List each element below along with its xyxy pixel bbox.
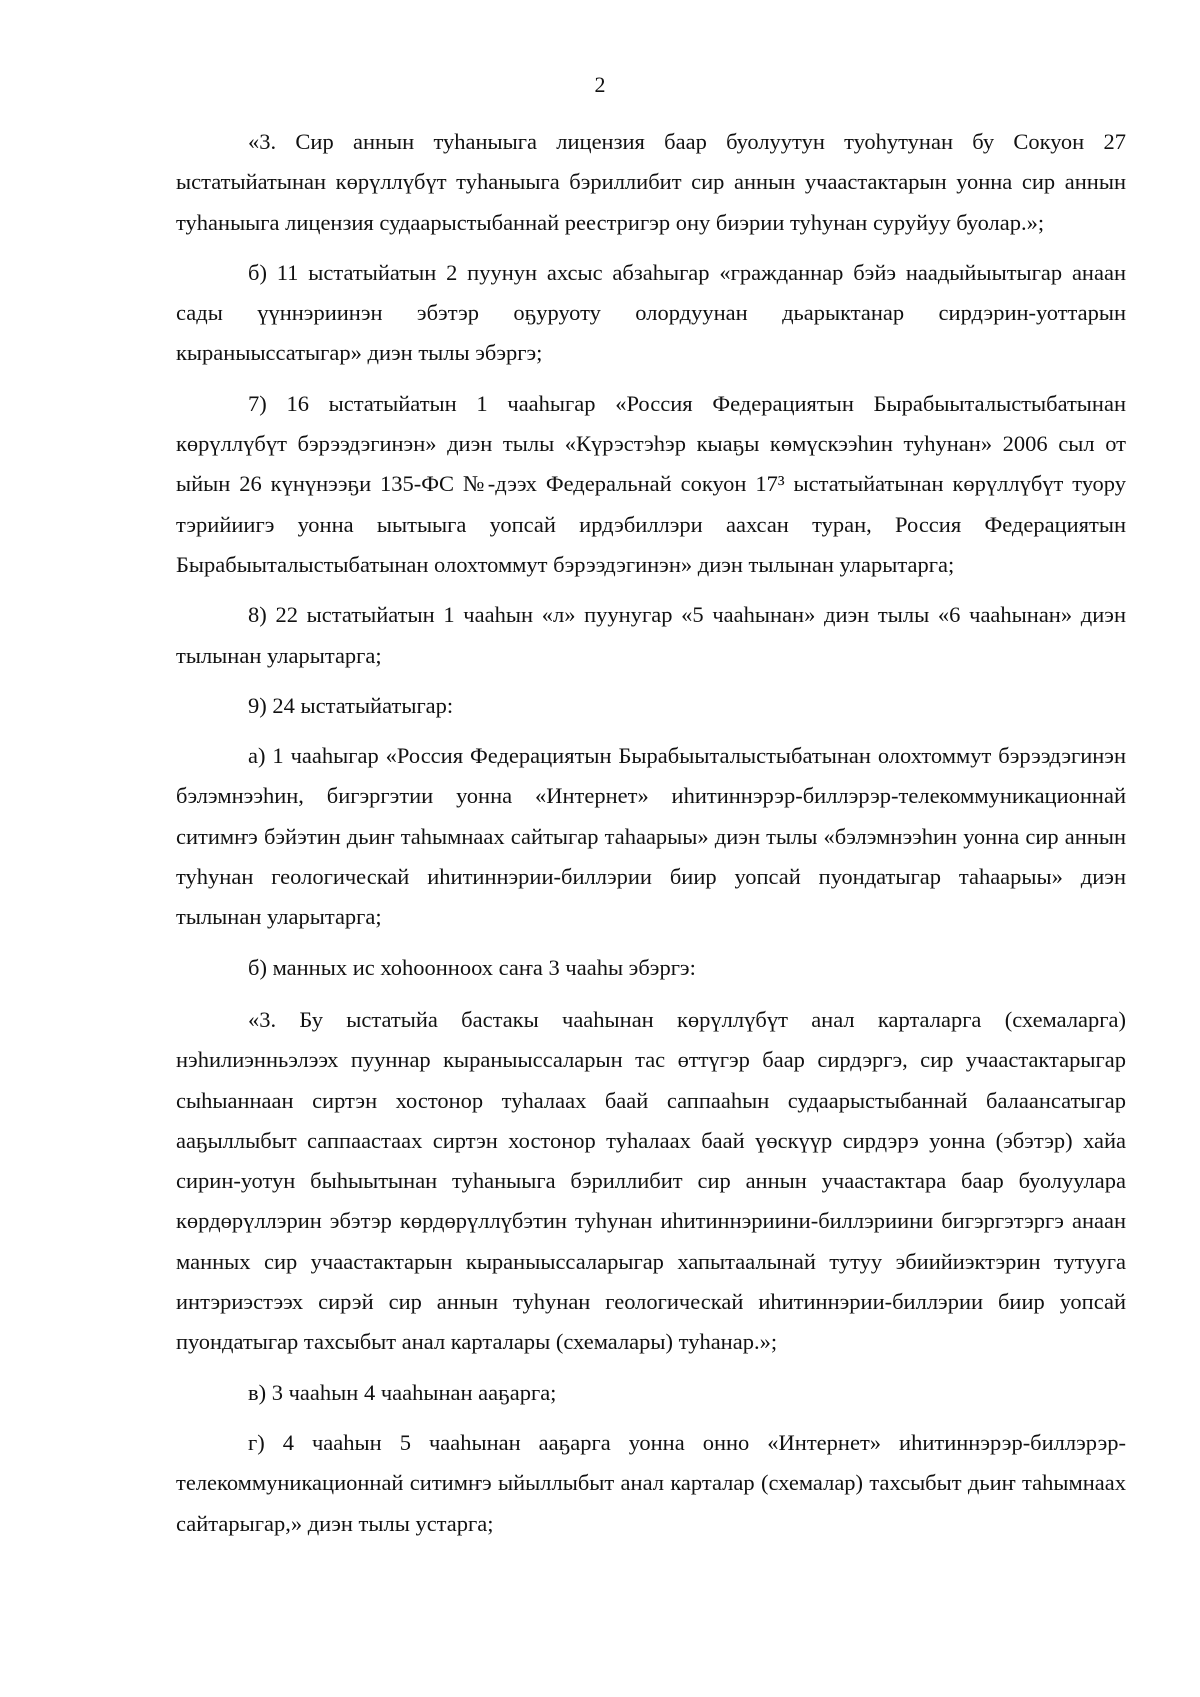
paragraph-subitem-a: а) 1 чааһыгар «Россия Федерациятын Бырабыыталыстыбатынан олохтоммут бэрээдэгинэн бэлэмнээһин, бигэргэтии уонна «Интернет» иһитиннэрэр-биллэрэр-телекоммуникационнай ситимҥэ бэйэтин дьиҥ таһымнаах сайтыгар таһаарыы» диэн тылы «бэлэмнээһин уонна сир аннын туһунан геологическай иһитиннэрии-биллэрии биир уопсай пуондатыгар таһаарыы» диэн тылынан уларытарга; [176, 743, 1126, 930]
paragraph-item-6: б) 11 ыстатыйатын 2 пуунун ахсыс абзаһыгар «гражданнар бэйэ наадыйыытыгар анаан сады үүннэриинэн эбэтэр оҕуруоту олордуунан дьарыктанар сирдэрин-уоттарын кыраныыссатыгар» диэн тылы эбэргэ; [176, 259, 1126, 366]
paragraph-license-record: «3. Сир аннын туһаныыга лицензия баар буолуутун туоһутунан бу Сокуон 27 ыстатыйатынан көрүллүбүт туһаныыга бэриллибит сир аннын учаастактарын уонна сир аннын туһаныыга лицензия судаарыстыбаннай реестригэр ону биэрии туһунан суруйуу буолар.»; [176, 129, 1126, 235]
paragraph-subitem-b: б) манных ис хоһоонноох саҥа 3 чааһы эбэргэ: [248, 954, 696, 980]
paragraph-item-7: 7) 16 ыстатыйатын 1 чааһыгар «Россия Федерациятын Бырабыыталыстыбатынан көрүллүбүт бэрээдэгинэн» диэн тылы «Күрэстэһэр кыаҕы көмүскээһин туһунан» 2006 сыл от ыйын 26 күнүнээҕи 135-ФС №-дээх Федеральнай сокуон 17³ ыстатыйатынан көрүллүбүт туору тэрийиигэ уонна ыытыыга уопсай ирдэбиллэри аахсан туран, Россия Федерациятын Бырабыыталыстыбатынан олохтоммут бэрээдэгинэн» диэн тылынан уларытарга; [176, 390, 1126, 577]
paragraph-subitem-g: г) 4 чааһын 5 чааһынан ааҕарга уонна онно «Интернет» иһитиннэрэр-биллэрэр-телекоммуникационнай ситимҥэ ыйыллыбыт анал карталар (схемалар) тахсыбыт дьиҥ таһымнаах сайтарыгар,» диэн тылы устарга; [176, 1429, 1126, 1536]
paragraph-item-8: 8) 22 ыстатыйатын 1 чааһын «л» пуунугар «5 чааһынан» диэн тылы «6 чааһынан» диэн тылынан уларытарга; [176, 602, 1126, 668]
paragraph-new-part-3: «3. Бу ыстатыйа бастакы чааһынан көрүллүбүт анал карталарга (схемаларга) нэһилиэнньэлээх пууннар кыраныыссаларын тас өттүгэр баар сирдэргэ, сир учаастактарыгар сыһыаннаан сиртэн хостонор туһалаах баай саппааһын судаарыстыбаннай балаансатыгар ааҕыллыбыт саппаастаах сиртэн хостонор туһалаах баай үөскүүр сирдэрэ уонна (эбэтэр) хайа сирин-уотун быһыытынан туһаныыга бэриллибит сир аннын учаастактара баар буолуулара көрдөрүллэрин эбэтэр көрдөрүллүбэтин туһунан иһитиннэриини-биллэриини бигэргэтэргэ анаан манных сир учаастактарын кыраныыссаларыгар хапытаалынай тутуу эбиийиэктэрин тутууга интэриэстээх сирэй сир аннын туһунан геологическай иһитиннэрии-биллэрии биир уопсай пуондатыгар тахсыбыт анал карталары (схемалары) туһанар.»; [176, 1006, 1126, 1355]
page-number: 2 [594, 72, 606, 97]
paragraph-subitem-v: в) 3 чааһын 4 чааһынан ааҕарга; [248, 1379, 557, 1405]
document-body [176, 122, 1126, 1544]
paragraph-item-9: 9) 24 ыстатыйатыгар: [248, 692, 454, 718]
